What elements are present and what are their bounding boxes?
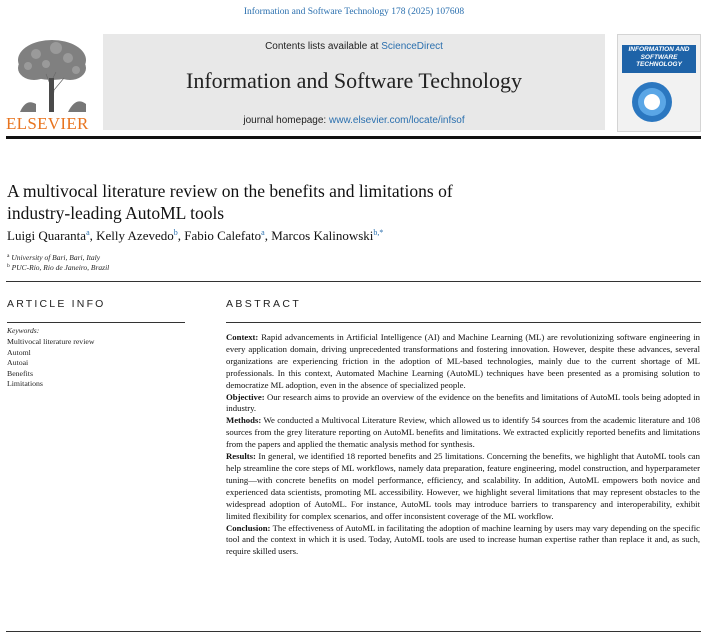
affiliation-a xyxy=(7,253,100,262)
journal-cover-image[interactable] xyxy=(617,34,701,132)
author-affiliation-marker[interactable]: b xyxy=(173,228,178,237)
publisher-name: ELSEVIER xyxy=(6,114,89,133)
abstract-heading: ABSTRACT xyxy=(226,298,302,310)
abstract-objective xyxy=(226,392,700,416)
abstract-section-label: Context: xyxy=(226,332,259,342)
keyword-item: Limitations xyxy=(7,379,43,388)
header-divider xyxy=(6,136,701,139)
affiliation-text: University of Bari, Bari, Italy xyxy=(11,253,101,262)
abstract-section-label: Results: xyxy=(226,451,256,462)
abstract-section-text: In general, we identified 18 reported benefits and 25 limitations. Concerning the benefits, we highlight that AutoML tools can help streamline the core steps of ML workflows, namely data preparation, feature engineering, model construction, and hyperparameter tuning—with concrete benefits on model performance, efficiency, and scalability. In addition, AutoML empowers both novice and experienced data scientists, promoting ML accessibility. However, we highlight several limitations that may represent obstacles to the widespread adoption of AutoML. For instance, AutoML tools may introduce barriers to transparency and interoperability, exhibit limited flexibility for complex scenarios, and offer inconsistent coverage of the ML workflow. xyxy=(226,451,701,521)
author-affiliation-marker[interactable]: b,* xyxy=(373,228,384,237)
abstract-context xyxy=(226,332,700,392)
contents-prefix: Contents lists available at xyxy=(265,41,382,52)
author-name[interactable]: Luigi Quaranta xyxy=(7,228,87,243)
abstract-divider xyxy=(226,322,701,323)
author-affiliation-marker[interactable]: a xyxy=(261,228,265,237)
cover-disc-graphic xyxy=(631,81,673,123)
homepage-prefix: journal homepage: xyxy=(243,115,329,126)
keyword-item: Autoai xyxy=(7,358,29,367)
keyword-item: Benefits xyxy=(7,368,33,378)
title-divider xyxy=(6,281,701,282)
bottom-divider xyxy=(6,631,701,632)
affiliation-label: a xyxy=(7,253,10,259)
journal-homepage-line xyxy=(103,115,605,126)
abstract-results xyxy=(226,451,700,522)
journal-reference[interactable]: Information and Software Technology 178 (2025) 107608 xyxy=(243,7,465,17)
affiliation-text: PUC-Rio, Rio de Janeiro, Brazil xyxy=(11,263,110,272)
sciencedirect-link[interactable]: ScienceDirect xyxy=(381,41,443,52)
keywords-label: Keywords: xyxy=(7,326,40,335)
abstract-section-label: Conclusion: xyxy=(226,522,271,533)
abstract-section-label: Objective: xyxy=(226,391,265,402)
homepage-link[interactable]: www.elsevier.com/locate/infsof xyxy=(329,115,465,126)
abstract-section-text: The effectiveness of AutoML in facilitating the adoption of machine learning by users may vary depending on the specific tool and the context in which it is used. Today, AutoML tools are used to increase human expertise rather than replace it and, as such, require skilled users. xyxy=(226,522,700,557)
contents-available-line xyxy=(103,41,605,52)
article-info-divider xyxy=(7,322,185,323)
cover-title: INFORMATION AND SOFTWARE TECHNOLOGY xyxy=(628,46,690,68)
affiliation-label: b xyxy=(7,263,10,269)
article-title-line-1: A multivocal literature review on the benefits and limitations of xyxy=(7,181,453,201)
abstract-methods xyxy=(226,415,700,451)
author-affiliation-marker[interactable]: a xyxy=(86,228,90,237)
article-info-heading: ARTICLE INFO xyxy=(7,298,106,310)
author-name[interactable]: Kelly Azevedo xyxy=(96,228,174,243)
abstract-body xyxy=(226,332,700,558)
article-title xyxy=(7,180,617,224)
journal-title: Information and Software Technology xyxy=(186,68,522,93)
affiliation-b xyxy=(7,263,109,272)
abstract-section-text: Our research aims to provide an overview of the evidence on the benefits and limitations of AutoML tools being adopted in industry. xyxy=(226,391,700,414)
author-name[interactable]: Marcos Kalinowski xyxy=(271,228,374,243)
author-name[interactable]: Fabio Calefato xyxy=(184,228,262,243)
abstract-conclusion xyxy=(226,523,700,559)
abstract-section-label: Methods: xyxy=(226,415,262,426)
keywords-list xyxy=(7,337,185,390)
keyword-item: Automl xyxy=(7,347,31,357)
author-list: Luigi Quaranta$^a$, Kelly Azevedo$^b$, Fabio Calefato$^a$, Marcos Kalinowski$^{b,*}$ xyxy=(7,228,384,243)
article-title-line-2: industry-leading AutoML tools xyxy=(7,203,225,223)
abstract-section-text: Rapid advancements in Artificial Intelligence (AI) and Machine Learning (ML) are revolutionizing software engineering in every application domain, driving unprecedented transformations and fostering innovation. However, despite these advances, several organizations are experiencing friction in the adoption of ML-based technologies, mainly due to the current shortage of ML professionals. In this context, Automated Machine Learning (AutoML) techniques have been presented as a promising solution to democratize ML adoption, even in the absence of specialized people. xyxy=(226,332,700,390)
keyword-item: Multivocal literature review xyxy=(7,337,95,346)
abstract-section-text: We conducted a Multivocal Literature Review, which allowed us to identify 54 sources from the academic literature and 108 sources from the grey literature reporting on AutoML benefits and limitations. We extracted explicitly reported benefits and limitations from the papers and applied the thematic analysis method for synthesis. xyxy=(226,415,700,450)
